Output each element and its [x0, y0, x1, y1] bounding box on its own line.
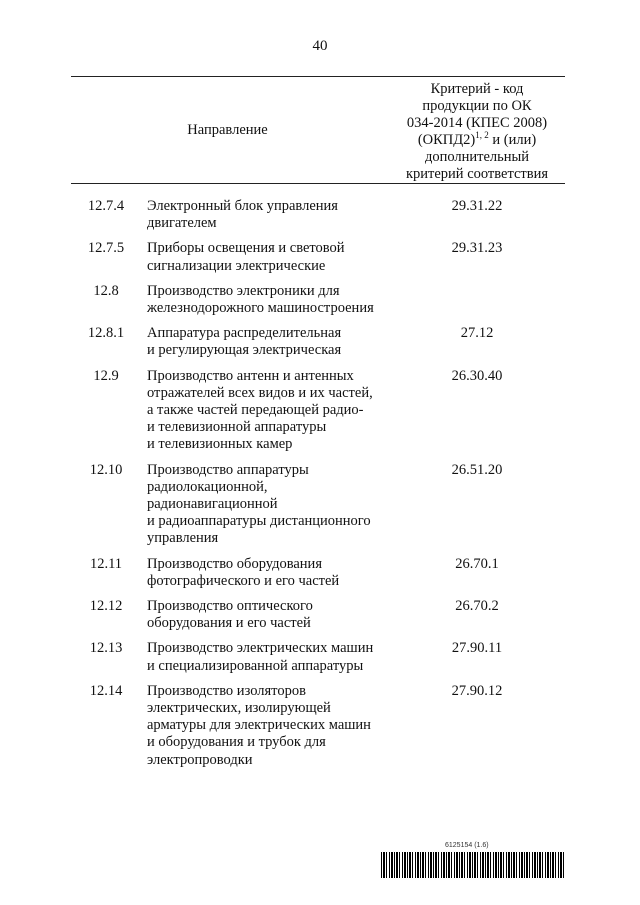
table-row — [71, 598, 565, 632]
row-okpd-code: 27.12 — [460, 325, 494, 342]
header-criteria-line: продукции по ОК — [422, 98, 532, 114]
row-description-line: управления — [147, 530, 219, 547]
and-or-label: и (или) — [488, 132, 537, 148]
header-criteria — [389, 81, 565, 183]
row-code: 12.14 — [89, 682, 123, 699]
row-description-line: Производство электроники для — [147, 282, 340, 299]
header-criteria-line: дополнительный — [424, 149, 530, 165]
row-description-line: отражателей всех видов и их частей, — [147, 384, 373, 401]
row-description-line: сигнализации электрические — [147, 257, 326, 274]
header-direction: Направление — [187, 121, 268, 138]
row-description — [147, 462, 387, 548]
table-row — [71, 325, 565, 359]
header-criteria-line: критерий соответствия — [405, 166, 549, 182]
row-description-line: электрических, изолирующей — [147, 700, 331, 717]
document-code: 6125154 (1.6) — [445, 842, 489, 849]
table-header — [71, 76, 565, 184]
row-description-line: арматуры для электрических машин — [147, 717, 371, 734]
row-description-line: Производство антенн и антенных — [147, 367, 354, 384]
row-description-line: и специализированной аппаратуры — [147, 657, 364, 674]
row-description-line: и телевизионной аппаратуры — [147, 419, 327, 436]
row-description-line: Производство оптического — [147, 598, 313, 615]
row-description-line: электропроводки — [147, 751, 253, 768]
row-code: 12.7.5 — [87, 240, 125, 257]
header-criteria-line — [389, 132, 565, 149]
row-description-line: и радиоаппаратуры дистанционного — [147, 513, 371, 530]
page-number: 40 — [312, 38, 328, 54]
table-row — [71, 462, 565, 548]
row-description — [147, 325, 387, 359]
row-description-line: и оборудования и трубок для — [147, 734, 326, 751]
row-okpd-code: 26.30.40 — [451, 367, 503, 384]
row-description-line: Производство изоляторов — [147, 682, 306, 699]
row-okpd-code: 29.31.22 — [451, 198, 503, 214]
row-okpd-code: 26.70.2 — [455, 598, 499, 615]
row-description — [147, 683, 387, 769]
row-description — [147, 368, 387, 454]
row-description-line: оборудования и его частей — [147, 615, 311, 632]
row-code: 12.9 — [93, 367, 119, 384]
barcode — [381, 852, 565, 878]
table-body — [71, 198, 565, 769]
row-code: 12.8 — [93, 282, 119, 299]
row-code: 12.11 — [89, 555, 123, 572]
row-description — [147, 240, 387, 274]
row-code: 12.13 — [89, 640, 123, 657]
row-description-line: железнодорожного машиностроения — [147, 300, 374, 317]
header-criteria-line: Критерий - код — [430, 81, 524, 97]
header-criteria-line: 034-2014 (КПЕС 2008) — [406, 115, 548, 131]
row-okpd-code: 27.90.12 — [451, 682, 503, 699]
row-description-line: радионавигационной — [147, 496, 278, 513]
row-okpd-code: 26.51.20 — [451, 461, 503, 478]
table-row — [71, 198, 565, 232]
row-description-line: радиолокационной, — [147, 478, 268, 495]
row-description — [147, 598, 387, 632]
row-description — [147, 640, 387, 674]
row-okpd-code: 27.90.11 — [451, 640, 503, 657]
row-description-line: Аппаратура распределительная — [147, 325, 342, 342]
table-row — [71, 240, 565, 274]
okpd-label: (ОКПД2) — [417, 132, 476, 148]
row-description-line: Электронный блок управления — [147, 198, 338, 214]
row-description-line: Производство аппаратуры — [147, 461, 309, 478]
row-description-line: фотографического и его частей — [147, 572, 340, 589]
footnote-ref: 1, 2 — [475, 130, 489, 140]
row-description-line: и регулирующая электрическая — [147, 342, 342, 359]
row-description — [147, 198, 387, 232]
row-code: 12.12 — [89, 598, 123, 615]
row-description-line: Приборы освещения и световой — [147, 240, 345, 257]
table-row — [71, 556, 565, 590]
table-row — [71, 640, 565, 674]
row-code: 12.8.1 — [87, 325, 125, 342]
row-okpd-code: 26.70.1 — [455, 555, 499, 572]
row-description-line: Производство оборудования — [147, 555, 322, 572]
row-description-line: Производство электрических машин — [147, 640, 374, 657]
row-description — [147, 556, 387, 590]
row-okpd-code: 29.31.23 — [451, 240, 503, 257]
row-description — [147, 283, 387, 317]
row-code: 12.10 — [89, 461, 123, 478]
row-description-line: и телевизионных камер — [147, 436, 293, 453]
table-row — [71, 683, 565, 769]
table-row — [71, 368, 565, 454]
row-description-line: а также частей передающей радио- — [147, 402, 364, 419]
row-description-line: двигателем — [147, 215, 217, 232]
table-row — [71, 283, 565, 317]
row-code: 12.7.4 — [87, 198, 125, 214]
